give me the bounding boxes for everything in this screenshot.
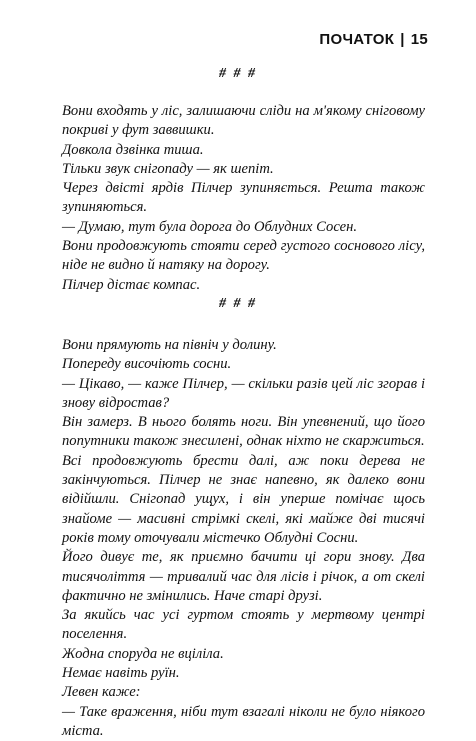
paragraph: Жодна споруда не вціліла. <box>62 645 224 662</box>
paragraph: Тільки звук снігопаду — як шепіт. <box>62 160 274 177</box>
header-separator: | <box>400 31 405 48</box>
paragraph: Левен каже: <box>62 684 141 701</box>
paragraph: — Цікаво, — каже Пілчер, — скільки разів цей ліс згорав і знову відростав? <box>62 375 425 411</box>
chapter-title: ПОЧАТОК <box>319 31 395 48</box>
paragraph: — Думаю, тут була дорога до Облудних Сосен. <box>62 218 357 235</box>
paragraph: Вони входять у ліс, залишаючи сліди на м'якому сніговому покриві у фут заввишки. <box>62 103 425 139</box>
section-2-text <box>62 336 425 741</box>
paragraph: Всі продовжують брести далі, аж поки дерева не закінчуються. Пілчер не знає напевно, як далеко вони відійшли. Снігопад ущух, і він уперше помічає щось знайоме — масивні стрімкі скелі, які майже дві тисячі років тому оточували містечко Облудні Сосни. <box>62 452 425 546</box>
paragraph: Пілчер дістає компас. <box>62 276 201 293</box>
paragraph: Вони прямують на північ у долину. <box>62 337 277 353</box>
paragraph: Немає навіть руїн. <box>62 665 180 682</box>
paragraph: Він замерз. В нього болять ноги. Він упевнений, що його попутники також знесилені, однак ніхто не скаржиться. <box>62 414 425 450</box>
section-1-text <box>62 102 425 295</box>
running-header <box>319 31 428 49</box>
paragraph: — Таке враження, ніби тут взагалі ніколи не було ніякого міста. <box>62 703 425 739</box>
paragraph: Довкола дзвінка тиша. <box>62 141 204 158</box>
page-number: 15 <box>410 31 428 48</box>
section-divider: # # # <box>219 296 257 311</box>
paragraph: Вони продовжують стояти серед густого соснового лісу, ніде не видно й натяку на дорогу. <box>62 238 425 274</box>
paragraph: Його дивує те, як приємно бачити ці гори знову. Два тисячоліття — тривалий час для лісів і річок, а от скелі фактично не змінились. Наче старі друзі. <box>62 549 425 604</box>
paragraph: Попереду височіють сосни. <box>62 356 232 373</box>
paragraph: Через двісті ярдів Пілчер зупиняється. Решта також зупиняються. <box>62 180 425 216</box>
section-divider: # # # <box>219 66 257 81</box>
paragraph: За якийсь час усі гуртом стоять у мертвому центрі поселення. <box>62 607 425 643</box>
